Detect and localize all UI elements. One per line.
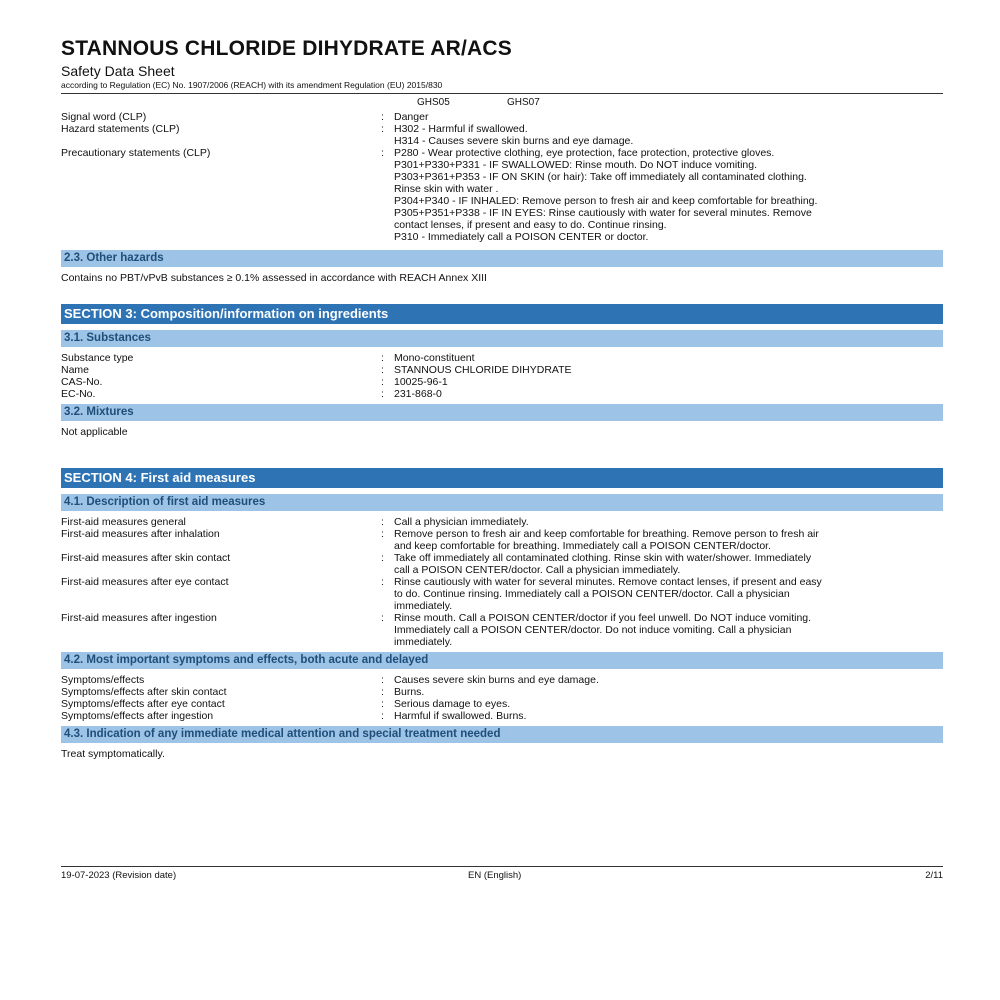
symptom-row: Symptoms/effects after ingestion : Harmful if swallowed. Burns.	[61, 710, 943, 722]
row-label: Name	[61, 364, 90, 376]
row-label: First-aid measures after ingestion	[61, 612, 217, 624]
precautionary-statement: P280 - Wear protective clothing, eye protection, face protection, protective gloves.	[394, 147, 775, 159]
row-value: Causes severe skin burns and eye damage.	[394, 674, 599, 686]
substances-list	[61, 352, 943, 400]
row-value: Burns.	[394, 686, 425, 698]
row-label: Substance type	[61, 352, 134, 364]
document-language: EN (English)	[468, 870, 522, 881]
row-label: Precautionary statements (CLP)	[61, 147, 211, 159]
symptom-row: Symptoms/effects after eye contact : Serious damage to eyes.	[61, 698, 943, 710]
row-label: CAS-No.	[61, 376, 103, 388]
row-value: call a POISON CENTER/doctor. Call a physician immediately.	[394, 564, 681, 576]
precautionary-statement: P304+P340 - IF INHALED: Remove person to fresh air and keep comfortable for breathing.	[394, 195, 818, 207]
subsection-heading-4-1: 4.1. Description of first aid measures	[61, 494, 943, 511]
mixtures-text: Not applicable	[61, 426, 128, 438]
row-value: Harmful if swallowed. Burns.	[394, 710, 527, 722]
row-label: EC-No.	[61, 388, 96, 400]
hazard-statements-row: Hazard statements (CLP) : H302 - Harmful if swallowed. H314 - Causes severe skin burns and eye damage.	[61, 123, 943, 147]
page-footer	[61, 866, 943, 883]
first-aid-row: First-aid measures after eye contact : Rinse cautiously with water for several minutes. Remove contact lenses, if present and easy to do. Continue rinsing. Immediately call a POISON CENTER/doctor. Call a physician immediately.	[61, 576, 943, 612]
row-value: immediately.	[394, 636, 453, 648]
row-value: Serious damage to eyes.	[394, 698, 511, 710]
row-value: 231-868-0	[394, 388, 442, 400]
document-subtitle: Safety Data Sheet	[61, 63, 175, 79]
precautionary-statement: P310 - Immediately call a POISON CENTER or doctor.	[394, 231, 649, 243]
row-label: Symptoms/effects	[61, 674, 145, 686]
sds-page	[61, 36, 943, 760]
document-title: STANNOUS CHLORIDE DIHYDRATE AR/ACS	[61, 37, 512, 60]
hazard-statement: H302 - Harmful if swallowed.	[394, 123, 528, 135]
hazard-statement: H314 - Causes severe skin burns and eye damage.	[394, 135, 634, 147]
subsection-heading-4-2: 4.2. Most important symptoms and effects, both acute and delayed	[61, 652, 943, 669]
row-label: Symptoms/effects after skin contact	[61, 686, 227, 698]
symptom-row: Symptoms/effects : Causes severe skin burns and eye damage.	[61, 674, 943, 686]
precautionary-statement: Rinse skin with water .	[394, 183, 499, 195]
precautionary-statement: P301+P330+P331 - IF SWALLOWED: Rinse mouth. Do NOT induce vomiting.	[394, 159, 757, 171]
row-value: Danger	[394, 111, 429, 123]
row-label: First-aid measures general	[61, 516, 186, 528]
row-value: Rinse cautiously with water for several minutes. Remove contact lenses, if present and easy	[394, 576, 822, 588]
row-label: Hazard statements (CLP)	[61, 123, 180, 135]
page-number: 2/11	[925, 870, 943, 881]
precautionary-statement: contact lenses, if present and easy to do. Continue rinsing.	[394, 219, 667, 231]
row-value: and keep comfortable for breathing. Immediately call a POISON CENTER/doctor.	[394, 540, 772, 552]
first-aid-row: First-aid measures after skin contact : Take off immediately all contaminated clothing. Rinse skin with water/shower. Immediately call a POISON CENTER/doctor. Call a physician immediately.	[61, 552, 943, 576]
revision-date: 19-07-2023 (Revision date)	[61, 870, 177, 881]
row-value: 10025-96-1	[394, 376, 448, 388]
row-label: Signal word (CLP)	[61, 111, 147, 123]
section-heading-4: SECTION 4: First aid measures	[61, 468, 943, 488]
pictogram-code-ghs07: GHS07	[507, 97, 540, 108]
substance-row: CAS-No. : 10025-96-1	[61, 376, 943, 388]
regulation-note: according to Regulation (EC) No. 1907/2006 (REACH) with its amendment Regulation (EU) 2015/830	[61, 79, 943, 94]
treatment-text: Treat symptomatically.	[61, 748, 165, 760]
row-label: First-aid measures after inhalation	[61, 528, 220, 540]
subsection-heading-4-3: 4.3. Indication of any immediate medical attention and special treatment needed	[61, 726, 943, 743]
row-value: immediately.	[394, 600, 453, 612]
subsection-heading-3-2: 3.2. Mixtures	[61, 404, 943, 421]
subsection-heading-3-1: 3.1. Substances	[61, 330, 943, 347]
row-value: STANNOUS CHLORIDE DIHYDRATE	[394, 364, 572, 376]
row-value: Rinse mouth. Call a POISON CENTER/doctor if you feel unwell. Do NOT induce vomiting.	[394, 612, 812, 624]
substance-row: Name : STANNOUS CHLORIDE DIHYDRATE	[61, 364, 943, 376]
precautionary-statements-row: Precautionary statements (CLP) : P280 - Wear protective clothing, eye protection, face protection, protective gloves. P301+P330+P331 - IF SWALLOWED: Rinse mouth. Do NOT induce vomiting. P303+P361+P353 - IF ON SKIN (or hair): Take off immediately all contaminated clothing. Rinse skin with water . P304+P340 - IF INHALED: Remove person to fresh air and keep comfortable for breathing. P305+P351+P338 - IF IN EYES: Rinse cautiously with water for several minutes. Remove contact lenses, if present and easy to do. Continue rinsing. P310 - Immediately call a POISON CENTER or doctor.	[61, 147, 943, 243]
precautionary-statement: P305+P351+P338 - IF IN EYES: Rinse cautiously with water for several minutes. Remove	[394, 207, 812, 219]
row-value: Take off immediately all contaminated clothing. Rinse skin with water/shower. Immediately	[394, 552, 812, 564]
substance-row: EC-No. : 231-868-0	[61, 388, 943, 400]
row-value: Immediately call a POISON CENTER/doctor. Do not induce vomiting. Call a physician	[394, 624, 792, 636]
other-hazards-text: Contains no PBT/vPvB substances ≥ 0.1% assessed in accordance with REACH Annex XIII	[61, 272, 487, 284]
row-value: Remove person to fresh air and keep comfortable for breathing. Remove person to fresh air	[394, 528, 819, 540]
row-label: First-aid measures after eye contact	[61, 576, 229, 588]
row-value: Mono-constituent	[394, 352, 475, 364]
section-heading-3: SECTION 3: Composition/information on ingredients	[61, 304, 943, 324]
row-label: Symptoms/effects after ingestion	[61, 710, 214, 722]
first-aid-row: First-aid measures after inhalation : Remove person to fresh air and keep comfortable for breathing. Remove person to fresh air and keep comfortable for breathing. Immediately call a POISON CENTER/doctor.	[61, 528, 943, 552]
signal-word-row: Signal word (CLP) : Danger	[61, 111, 943, 123]
first-aid-row: First-aid measures general : Call a physician immediately.	[61, 516, 943, 528]
first-aid-row: First-aid measures after ingestion : Rinse mouth. Call a POISON CENTER/doctor if you feel unwell. Do NOT induce vomiting. Immediately call a POISON CENTER/doctor. Do not induce vomiting. Call a physician immediately.	[61, 612, 943, 648]
row-value: to do. Continue rinsing. Immediately call a POISON CENTER/doctor. Call a physician	[394, 588, 790, 600]
precautionary-statement: P303+P361+P353 - IF ON SKIN (or hair): Take off immediately all contaminated clothing.	[394, 171, 807, 183]
symptom-row: Symptoms/effects after skin contact : Burns.	[61, 686, 943, 698]
row-label: Symptoms/effects after eye contact	[61, 698, 225, 710]
substance-row: Substance type : Mono-constituent	[61, 352, 943, 364]
ghs-pictogram-codes	[61, 97, 943, 109]
pictogram-code-ghs05: GHS05	[417, 97, 450, 108]
symptoms-list	[61, 674, 943, 722]
subsection-heading-2-3: 2.3. Other hazards	[61, 250, 943, 267]
row-value: Call a physician immediately.	[394, 516, 529, 528]
row-label: First-aid measures after skin contact	[61, 552, 231, 564]
first-aid-list	[61, 516, 943, 648]
